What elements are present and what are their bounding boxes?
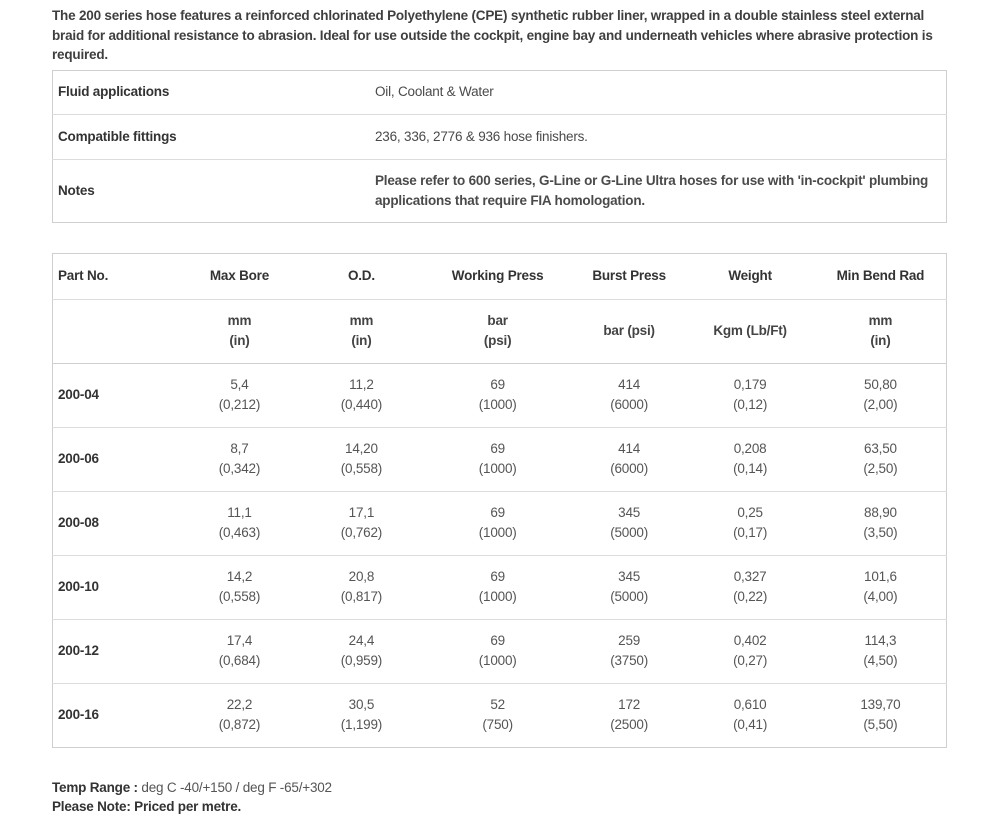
- cell-od: [300, 555, 422, 619]
- cell-od: [300, 619, 422, 683]
- value-metric: 5,4: [230, 377, 249, 392]
- value-imperial: (1000): [478, 525, 517, 540]
- value-imperial: (0,817): [340, 589, 383, 604]
- value-metric: 69: [490, 633, 505, 648]
- value-metric: 11,1: [227, 505, 252, 520]
- parts-table: [52, 253, 947, 748]
- value-metric: 172: [618, 697, 641, 712]
- value-imperial: (4,50): [863, 653, 898, 668]
- value-metric: 69: [490, 441, 505, 456]
- spec-label: Fluid applications: [53, 70, 371, 114]
- value-metric: 22,2: [226, 697, 253, 712]
- value-imperial: (0,212): [218, 397, 261, 412]
- table-row: [53, 555, 947, 619]
- value-imperial: (6000): [610, 397, 649, 412]
- header-od: O.D.: [300, 253, 422, 299]
- cell-work: [422, 427, 573, 491]
- unit-cell: [685, 299, 815, 363]
- value-imperial: (4,00): [863, 589, 898, 604]
- spec-row-notes: [53, 159, 947, 222]
- spec-value: [370, 159, 947, 222]
- price-note: Please Note: Priced per metre.: [52, 798, 242, 814]
- table-row: [53, 427, 947, 491]
- cell-burst: [573, 683, 685, 747]
- value-imperial: (1000): [478, 653, 517, 668]
- cell-work: [422, 491, 573, 555]
- part-number: 200-12: [53, 619, 179, 683]
- value-metric: 345: [618, 569, 641, 584]
- value-metric: 20,8: [348, 569, 375, 584]
- value-metric: 0,610: [733, 697, 767, 712]
- footer-notes: [52, 778, 947, 816]
- part-number: 200-08: [53, 491, 179, 555]
- cell-bore: [178, 555, 300, 619]
- value-metric: 114,3: [864, 633, 897, 648]
- value-imperial: (0,872): [218, 717, 261, 732]
- cell-od: [300, 363, 422, 427]
- value-imperial: (0,12): [733, 397, 768, 412]
- unit-top: mm: [227, 313, 252, 328]
- cell-od: [300, 683, 422, 747]
- value-imperial: (0,14): [733, 461, 768, 476]
- spec-value-text: Please refer to 600 series, G-Line or G-Line Ultra hoses for use with 'in-cockpit' plumbing applications that require FIA homologation.: [375, 172, 929, 208]
- part-number: 200-16: [53, 683, 179, 747]
- spec-label: Compatible fittings: [53, 114, 371, 159]
- value-imperial: (1,199): [340, 717, 383, 732]
- value-metric: 52: [490, 697, 505, 712]
- value-imperial: (0,342): [218, 461, 261, 476]
- value-metric: 0,402: [733, 633, 767, 648]
- cell-weight: [685, 683, 815, 747]
- value-metric: 69: [490, 377, 505, 392]
- value-imperial: (0,27): [733, 653, 768, 668]
- value-imperial: (0,558): [218, 589, 261, 604]
- spec-table: [52, 70, 947, 223]
- temp-range-label: Temp Range :: [52, 779, 138, 795]
- spec-label: Notes: [53, 159, 371, 222]
- unit-bottom: (in): [351, 333, 372, 348]
- value-imperial: (2500): [610, 717, 649, 732]
- cell-bend: [815, 363, 947, 427]
- value-metric: 14,2: [226, 569, 253, 584]
- spec-value: [370, 70, 947, 114]
- spec-row-fluid: [53, 70, 947, 114]
- cell-bore: [178, 427, 300, 491]
- spec-value: [370, 114, 947, 159]
- unit-bottom: (psi): [483, 333, 512, 348]
- value-metric: 0,208: [733, 441, 767, 456]
- value-metric: 345: [618, 505, 641, 520]
- unit-cell: [53, 299, 179, 363]
- header-part-no: Part No.: [53, 253, 179, 299]
- parts-header-row: [53, 253, 947, 299]
- unit-top: bar: [487, 313, 508, 328]
- header-weight: Weight: [685, 253, 815, 299]
- value-metric: 50,80: [864, 377, 897, 392]
- table-row: [53, 619, 947, 683]
- value-metric: 24,4: [348, 633, 375, 648]
- part-number: 200-06: [53, 427, 179, 491]
- intro-paragraph: The 200 series hose features a reinforced chlorinated Polyethylene (CPE) synthetic rubber liner, wrapped in a double stainless steel external braid for additional resistance to abrasion. Ideal for use outside the cockpit, engine bay and underneath vehicles where abrasive protection is required.: [52, 8, 933, 62]
- value-metric: 101,6: [864, 569, 897, 584]
- value-metric: 11,2: [349, 377, 374, 392]
- unit-cell: [178, 299, 300, 363]
- value-metric: 8,7: [230, 441, 249, 456]
- product-spec-content: [52, 0, 947, 816]
- value-imperial: (0,762): [340, 525, 383, 540]
- value-metric: 17,4: [226, 633, 253, 648]
- header-max-bore: Max Bore: [178, 253, 300, 299]
- value-imperial: (1000): [478, 397, 517, 412]
- cell-bore: [178, 363, 300, 427]
- spec-value-text: 236, 336, 2776 & 936 hose finishers.: [375, 128, 588, 144]
- unit-cell: [573, 299, 685, 363]
- table-row: [53, 491, 947, 555]
- value-metric: 69: [490, 569, 505, 584]
- unit-top: mm: [349, 313, 374, 328]
- cell-bore: [178, 683, 300, 747]
- value-imperial: (0,41): [733, 717, 768, 732]
- value-metric: 414: [618, 377, 641, 392]
- value-imperial: (0,959): [340, 653, 383, 668]
- parts-units-row: [53, 299, 947, 363]
- value-imperial: (0,17): [733, 525, 768, 540]
- unit-cell: [300, 299, 422, 363]
- value-imperial: (0,440): [340, 397, 383, 412]
- table-row: [53, 363, 947, 427]
- header-working-press: Working Press: [422, 253, 573, 299]
- cell-work: [422, 555, 573, 619]
- value-imperial: (2,00): [863, 397, 898, 412]
- cell-burst: [573, 363, 685, 427]
- cell-weight: [685, 491, 815, 555]
- value-imperial: (5000): [610, 589, 649, 604]
- cell-bend: [815, 555, 947, 619]
- unit-cell: [815, 299, 947, 363]
- part-number: 200-10: [53, 555, 179, 619]
- value-imperial: (0,463): [218, 525, 261, 540]
- cell-bend: [815, 427, 947, 491]
- cell-weight: [685, 363, 815, 427]
- value-metric: 30,5: [348, 697, 375, 712]
- value-imperial: (1000): [478, 589, 517, 604]
- value-metric: 0,25: [737, 505, 763, 520]
- value-imperial: (0,684): [218, 653, 261, 668]
- cell-bend: [815, 619, 947, 683]
- value-metric: 259: [618, 633, 641, 648]
- unit-top: bar (psi): [603, 323, 655, 338]
- value-metric: 0,327: [733, 569, 767, 584]
- cell-burst: [573, 555, 685, 619]
- value-metric: 88,90: [864, 505, 897, 520]
- cell-weight: [685, 555, 815, 619]
- part-number: 200-04: [53, 363, 179, 427]
- temp-range-value: deg C -40/+150 / deg F -65/+302: [141, 779, 332, 795]
- value-metric: 17,1: [348, 505, 375, 520]
- spec-row-fittings: [53, 114, 947, 159]
- value-imperial: (0,22): [733, 589, 768, 604]
- unit-cell: [422, 299, 573, 363]
- table-row: [53, 683, 947, 747]
- cell-bore: [178, 619, 300, 683]
- value-metric: 14,20: [345, 441, 378, 456]
- value-metric: 69: [490, 505, 505, 520]
- header-burst-press: Burst Press: [573, 253, 685, 299]
- value-imperial: (0,558): [340, 461, 383, 476]
- cell-weight: [685, 427, 815, 491]
- cell-burst: [573, 619, 685, 683]
- cell-bend: [815, 683, 947, 747]
- value-imperial: (2,50): [863, 461, 898, 476]
- temp-range: [52, 778, 947, 797]
- unit-top: Kgm (Lb/Ft): [713, 323, 787, 338]
- value-metric: 139,70: [860, 697, 901, 712]
- cell-od: [300, 491, 422, 555]
- value-imperial: (5000): [610, 525, 649, 540]
- cell-work: [422, 363, 573, 427]
- unit-bottom: (in): [870, 333, 891, 348]
- unit-top: mm: [868, 313, 893, 328]
- value-metric: 63,50: [864, 441, 897, 456]
- cell-burst: [573, 427, 685, 491]
- value-metric: 0,179: [733, 377, 767, 392]
- cell-weight: [685, 619, 815, 683]
- cell-od: [300, 427, 422, 491]
- header-min-bend-rad: Min Bend Rad: [815, 253, 947, 299]
- unit-bottom: (in): [229, 333, 250, 348]
- value-imperial: (3,50): [863, 525, 898, 540]
- cell-burst: [573, 491, 685, 555]
- value-imperial: (3750): [610, 653, 649, 668]
- cell-work: [422, 619, 573, 683]
- value-imperial: (1000): [478, 461, 517, 476]
- cell-work: [422, 683, 573, 747]
- cell-bend: [815, 491, 947, 555]
- value-metric: 414: [618, 441, 641, 456]
- value-imperial: (5,50): [863, 717, 898, 732]
- cell-bore: [178, 491, 300, 555]
- value-imperial: (750): [482, 717, 513, 732]
- spec-value-text: Oil, Coolant & Water: [375, 84, 494, 99]
- value-imperial: (6000): [610, 461, 649, 476]
